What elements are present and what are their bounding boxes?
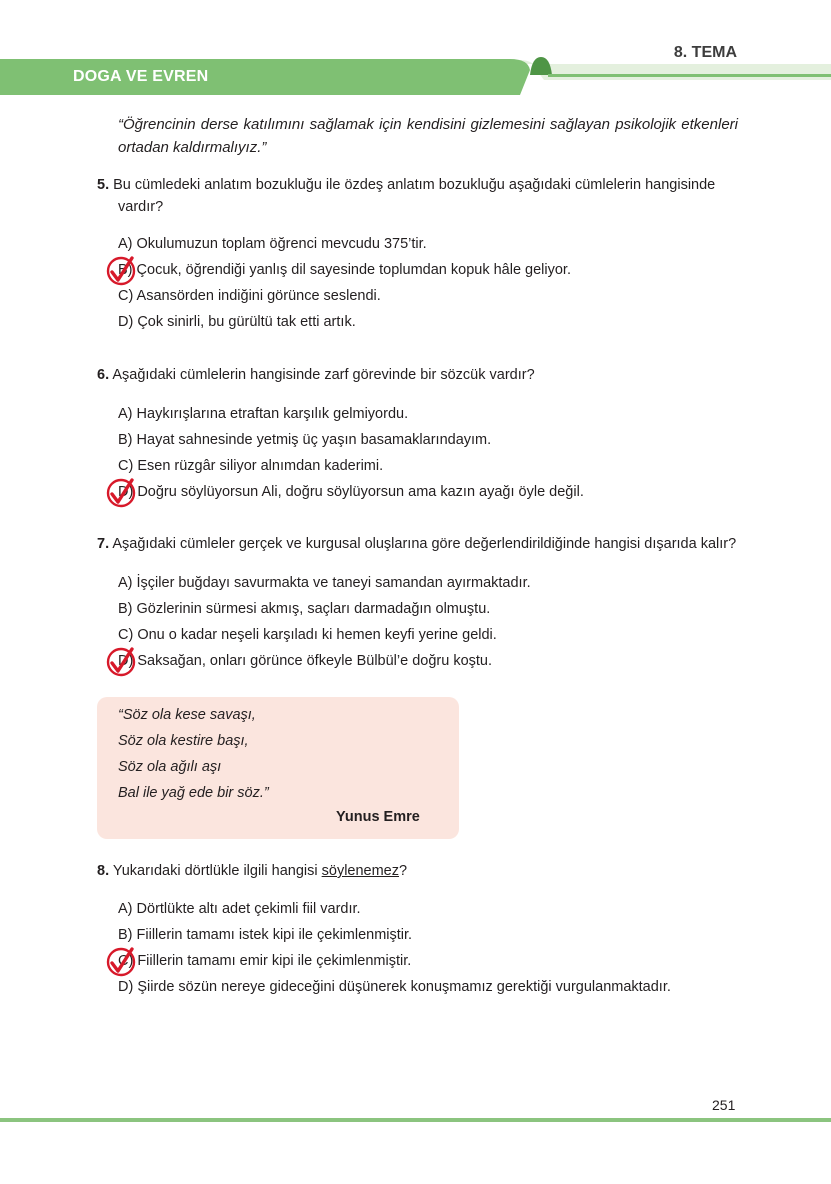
check-mark-icon [105,646,137,678]
option-c[interactable]: C) Asansörden indiğini görünce seslendi. [118,288,381,304]
poem-line: Söz ola ağılı aşı [118,759,222,775]
option-b[interactable]: B) Çocuk, öğrendiği yanlış dil sayesinde toplumdan kopuk hâle geliyor. [118,257,758,283]
question-stem [97,364,739,386]
poem-line: “Söz ola kese savaşı, [118,707,256,723]
question-text-continued: vardır? [118,199,164,215]
option-a[interactable]: A) Dörtlükte altı adet çekimli fiil vardır. [118,901,361,917]
option-a[interactable]: A) İşçiler buğdayı savurmakta ve taneyi samandan ayırmaktadır. [118,575,531,591]
option-c[interactable]: C) Onu o kadar neşeli karşıladı ki hemen keyfi yerine geldi. [118,627,497,643]
question-6 [97,364,739,386]
question-number: 7. [97,536,110,552]
question-stem [97,174,739,218]
question-8 [97,860,739,882]
options-q7 [118,570,758,674]
question-stem [97,860,739,882]
question-stem [97,533,739,555]
question-text-underlined: söylenemez [321,863,399,879]
question-number: 6. [97,367,110,383]
option-d[interactable]: D) Doğru söylüyorsun Ali, doğru söylüyorsun ama kazın ayağı öyle değil. [118,479,758,505]
theme-label: 8. TEMA [673,44,737,61]
option-d[interactable]: D) Saksağan, onları görünce öfkeyle Bülbül’e doğru koştu. [118,648,758,674]
question-text: Aşağıdaki cümleler gerçek ve kurgusal oluşlarına göre değerlendirildiğinde hangisi dışarıda kalır? [112,536,737,552]
question-number: 5. [97,177,110,193]
intro-quote: “Öğrencinin derse katılımını sağlamak için kendisini gizlemesini sağlayan psikolojik etkenleri ortadan kaldırmalıyız.” [118,116,738,156]
option-a[interactable]: A) Haykırışlarına etraftan karşılık gelmiyordu. [118,406,409,422]
section-title: DOGA VE EVREN [73,68,209,85]
poem-author: Yunus Emre [336,809,420,825]
question-text: Yukarıdaki dörtlükle ilgili hangisi [112,863,322,879]
options-q6 [118,401,758,505]
option-a[interactable]: A) Okulumuzun toplam öğrenci mevcudu 375’tir. [118,236,427,252]
poem-line: Bal ile yağ ede bir söz.” [118,785,269,801]
option-d[interactable]: D) Şiirde sözün nereye gideceğini düşünerek konuşmamız gerektiği vurgulanmaktadır. [118,979,671,995]
option-d[interactable]: D) Çok sinirli, bu gürültü tak etti artık. [118,314,356,330]
question-7 [97,533,739,555]
option-b[interactable]: B) Gözlerinin sürmesi akmış, saçları darmadağın olmuştu. [118,601,491,617]
poem-line: Söz ola kestire başı, [118,733,249,749]
option-c[interactable]: C) Esen rüzgâr siliyor alnımdan kaderimi. [118,458,384,474]
question-text: Aşağıdaki cümlelerin hangisinde zarf görevinde bir sözcük vardır? [112,367,535,383]
options-q5 [118,231,758,335]
check-mark-icon [105,477,137,509]
question-5 [97,174,739,218]
options-q8 [118,896,758,1000]
page-number: 251 [712,1097,736,1113]
option-c[interactable]: C) Fiillerin tamamı emir kipi ile çekimlenmiştir. [118,948,758,974]
option-b[interactable]: B) Fiillerin tamamı istek kipi ile çekimlenmiştir. [118,927,413,943]
footer-divider [0,1118,831,1122]
question-text: Bu cümledeki anlatım bozukluğu ile özdeş anlatım bozukluğu aşağıdaki cümlelerin hangisinde [113,177,716,193]
question-number: 8. [97,863,110,879]
question-text-end: ? [399,863,408,879]
option-b[interactable]: B) Hayat sahnesinde yetmiş üç yaşın basamaklarındayım. [118,432,492,448]
